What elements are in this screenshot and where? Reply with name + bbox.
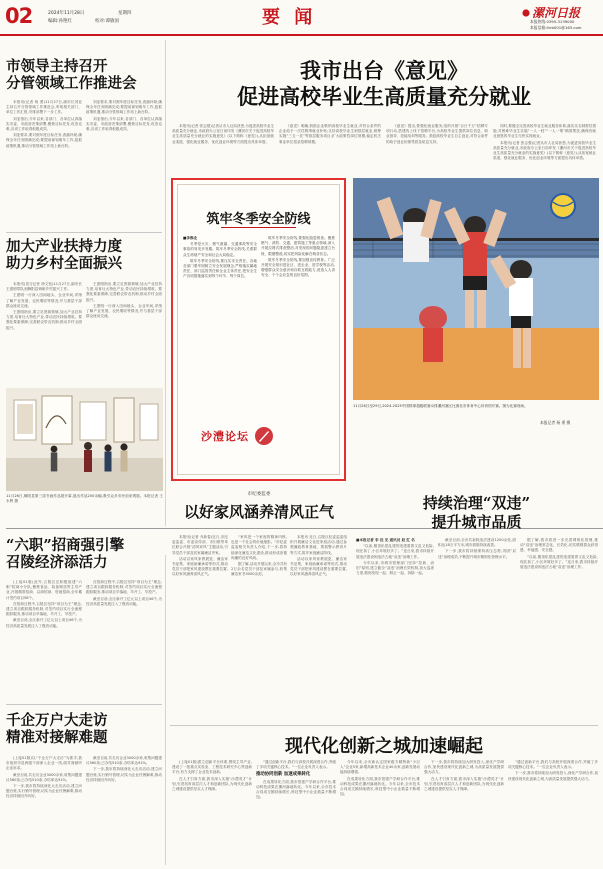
section-title: 要 闻 xyxy=(262,7,317,28)
article-title: 市领导主持召开 分管领域工作推进会 xyxy=(6,58,137,93)
article-body-col2: “通过创新平台,我们与高校开展深度合作,突破了多项关键核心技术。”一位企业负责人表示。 推动协同创新 加速成果转化 在成果转化方面,我市搭建产学研合作平台,推动科技成果在漯河落地转化。今年以来,全市技术合同成交额持续增长,科技型中小企业数量不断增加。 xyxy=(256,760,336,800)
column-rule xyxy=(165,555,166,865)
article-body-col5: “通过创新平台,我们与高校开展深度合作,突破了多项关键核心技术。”一位企业负责人表示。 下一步,我市将持续加大研发投入,深化产学研合作,加快建设现代化创新之城,为高质量发展提供强大动力。 xyxy=(508,760,598,781)
commentary-body-col1: ■李淮北 冬季是火灾、燃气泄漏、交通事故等安全事故的易发多发期。筑牢冬季安全防线,关系群众生命财产安全和社会大局稳定。 筑牢冬季安全防线,要压实安全责任。各地各部门要牢固树立安全发展理念,严格落实属地责任、部门监管责任和企业主体责任,把安全生产各项措施落实到每个环节、每个岗位。 xyxy=(183,236,257,279)
photo-caption: 11月26日至29日,2024-2025中国排球超级联赛女排漯河赛区比赛在市体育中心体育馆开赛。图为比赛现场。 xyxy=(353,404,528,408)
commentary-box xyxy=(171,178,346,481)
issue-date: 2024年11月28日 xyxy=(48,11,85,16)
article-body-col3: 今年以来,全市新认定国家级专精特新“小巨人”企业5家,新增高新技术企业40余家,创新发展动能持续增强。 在成果转化方面,我市搭建产学研合作平台,推动科技成果在漯河落地转化。今年以来,全市技术合同成交额持续增长,科技型中小企业数量不断增加。 xyxy=(340,760,420,797)
article-body-col2: “家风是一个家庭的精神内核,也是一个社会的价值缩影。”市纪委监委相关负责人介绍,下一步,将持续深化廉洁文化建设,推动形成崇德尚廉的良好风尚。 据了解,活动开展以来,全市共有2万余名党员干部及家属参与,收集廉洁家书3000余封。 xyxy=(231,535,287,577)
commentary-author: ■李淮北 xyxy=(183,236,198,240)
exhibition-photo xyxy=(6,388,163,491)
lead-body-col3: 《意见》提出,要强化就业服务,组织开展“百日千万”招聘专项行动,搭建线上线下招聘平台,为高校毕业生提供岗位信息、职业指导、技能培训等服务。鼓励高校毕业生自主创业,对符合条件的给予创业担保贷款及贴息支持。 xyxy=(386,124,488,144)
kicker: 市纪委监委 xyxy=(247,492,271,497)
article-byline: ■本报记者 李 佳 见 通讯员 赵 红 名 xyxy=(356,538,415,542)
divider xyxy=(6,704,162,705)
masthead xyxy=(0,0,603,34)
lead-body-col4: 同时,要健全完善高校毕业生就业服务体系,落实实名制帮扶措施,对困难毕业生实施“一人一档”“一人一策”精准帮扶,确保有就业意愿的毕业生尽快实现就业。 本报讯(记者 张志强)记者从市人社局获悉,为促进高校毕业生高质量充分就业,市政府办公室日前印发《漯河市关于促进高校毕业生高质量充分就业的实施意见》(以下简称《意见》),从拓宽就业渠道、强化就业服务、优化创业环境等方面提出具体举措。 xyxy=(493,124,596,161)
email: 本报信箱:lhrb001@163.com xyxy=(530,25,582,30)
article-body-col4: 下一步,我市将持续加大研发投入,深化产学研合作,加快建设现代化创新之城,为高质量发展提供强大动力。 在人才引育方面,我市深入实施“沙澧英才”计划,引进培育高层次人才和创新团队,为现代化创新之城建设提供坚实人才保障。 xyxy=(424,760,504,792)
commentary-rule xyxy=(221,227,296,228)
lead-body-col2: 《意见》明确,鼓励企业吸纳高校毕业生就业,对符合条件的企业给予一次性吸纳就业补贴;支持高校毕业生到基层就业,统筹实施“三支一扶”等基层服务项目;扩大政策性岗位规模,稳定机关事业单位招录招聘规模。 xyxy=(279,124,381,144)
article-body-cont: 刘亚要求,要对照年度目标任务,查漏补缺,确保全年任务圆满完成;要提前谋划明年工作,抢抓政策机遇,推动分管领域工作再上新台阶。 刘亚指出,今年以来,各部门、各单位认真落实市委、市政府决策部署,聚焦目标任务,攻坚克难,各项工作取得积极成效。 xyxy=(86,100,162,132)
article-body-col1: (上接01版)建立创新平台体系,围绕主导产业,建设了一批重点实验室、工程技术研究中心等创新平台,有力支撑了企业技术创新。 在人才引育方面,我市深入实施“沙澧英才”计划,引进培育高层次人才和创新团队,为现代化创新之城建设提供坚实人才保障。 xyxy=(172,760,252,792)
article-body: 本报讯(见习记者 徐文钰)11月27日,副市长王建明带队到舞阳县调研乡村振兴工作。 王建明一行深入田间地头、企业车间,详细了解产业发展、农民增收等情况,并与基层干部群众座谈交流。 王建明指出,要立足资源禀赋,加大产业扶持力度,培育壮大特色产业,带动农民持续增收。要强化要素保障,完善联农带农机制,推动乡村全面振兴。 xyxy=(6,282,82,330)
article-subhead: 推动协同创新 加速成果转化 xyxy=(256,772,311,778)
article-body-col2: 截至目前,全市共拆除违法建设1200余处,面积达18万平方米,城市面貌持续改善。 下一步,我市将持续保持高压态势,巩固“双违”治理成效,不断提升城市精细化管理水平。 xyxy=(438,538,516,559)
photo-caption: 11月26日,舞阳县第三届书画作品展开幕,展出作品200余幅,吸引众多市民前来观展。本报记者 王永利 摄 xyxy=(6,494,163,504)
article-body-col1: 本报讯(记者 乔新春)近日,市纪委监委、市委宣传部、市妇联等单位联合开展“清风家风”主题活动,引导党员干部及其家属廉洁齐家。 活动以家风家教展览、廉洁家书征集、家庭助廉承诺等形式,推动党员干部把家风建设摆在重要位置,以好家风涵养清风正气。 xyxy=(172,535,228,577)
article-body: (上接01版)以“千企万户大走访”为抓手,我市组织市县两级干部深入企业一线,面对面倾听企业诉求。 截至目前,共走访企业3000余家,收集问题建议560条,已办结510条,办结率达91%。 下一步,我市将持续深化大走访活动,建立问题台账,实行销号管理,切实为企业纾困解难,推动经济持续回升向好。 xyxy=(6,756,82,799)
commentary-brand xyxy=(201,425,275,447)
article-body-cont: 王建明指出,要立足资源禀赋,加大产业扶持力度,培育壮大特色产业,带动农民持续增收。要强化要素保障,完善联农带农机制,推动乡村全面振兴。 王建明一行深入田间地头、企业车间,详细了解产业发展、农民增收等情况,并与基层干部群众座谈交流。 xyxy=(86,282,162,319)
photo-credit: 本报记者 杨 勇 摄 xyxy=(540,420,571,425)
article-body-cont: 在招商过程中,召陵区坚持“项目为王”理念,建立项目跟踪服务机制,对签约项目实行全流程跟踪服务,推动项目早落地、早开工、早投产。 截至目前,全区新开工亿元以上项目46个,为经济高质量发展注入了强劲动能。 xyxy=(86,580,162,606)
article-title: “六职”招商强引擎 召陵经济添活力 xyxy=(6,537,125,572)
page-number: 02 xyxy=(5,4,33,28)
article-body: 本报讯(记者 杨 勇)11月27日,副市长刘亚主持召开分管领域工作推进会,听取相关部门、单位工作汇报,安排部署下一步工作。 刘亚指出,今年以来,各部门、各单位认真落实市委、市政府决策部署,聚焦目标任务,攻坚克难,各项工作取得积极成效。 刘亚要求,要对照年度目标任务,查漏补缺,确保全年任务圆满完成;要提前谋划明年工作,抢抓政策机遇,推动分管领域工作再上新台阶。 xyxy=(6,100,82,148)
article-body-col3: 本报讯 近日,召陵区纪委监委组织开展廉洁文化进家庭活动,通过参观廉政教育基地、观看警示教育片等方式,筑牢家庭廉洁防线。 活动以家风家教展览、廉洁家书征集、家庭助廉承诺等形式,推动党员干部把家风建设摆在重要位置,以好家风涵养清风正气。 xyxy=(290,535,347,577)
issue-weekday: 星期四 xyxy=(118,11,132,16)
article-title: 千企万户大走访 精准对接解难题 xyxy=(6,712,108,747)
article-body: (上接01版)此外,召陵区还积极组建“六职”招商小分队,聚焦食品、装备制造等主导产业,开展精准招商、以商招商、驻地招商,全年累计签约项目58个。 在招商过程中,召陵区坚持“项目为王”理念,建立项目跟踪服务机制,对签约项目实行全流程跟踪服务,推动项目早落地、早开工、早投产。 截至目前,全区新开工亿元以上项目46个,为经济高质量发展注入了强劲动能。 xyxy=(6,580,82,628)
brand-text: 沙澧论坛 xyxy=(201,430,249,443)
quill-pen-icon xyxy=(253,425,275,447)
volleyball-photo xyxy=(353,178,599,400)
article-headline: 持续治理“双违” 提升城市品质 xyxy=(422,494,531,531)
proof-credit: 校对:谭敏国 xyxy=(95,19,120,24)
article-title: 加大产业扶持力度 助力乡村全面振兴 xyxy=(6,238,122,273)
article-body-col3: 据了解,我市将进一步完善网格化管理,推动“双违”治理常态化、长效化,切实增强群众获得感、幸福感、安全感。 “以前,楼顶私搭乱建的违建看着又乱又危险,现在拆了,小区环境好多了。”连日来,我市持续开展违法建设和违法占地“双违”治理工作。 xyxy=(520,538,598,570)
article-headline: 现代化创新之城加速崛起 xyxy=(285,736,483,757)
header-rule xyxy=(0,34,603,36)
divider xyxy=(170,725,598,726)
commentary-title: 筑牢冬季安全防线 xyxy=(206,212,311,227)
article-body-cont: 截至目前,共走访企业3000余家,收集问题建议560条,已办结510条,办结率达91%。 下一步,我市将持续深化大走访活动,建立问题台账,实行销号管理,切实为企业纾困解难,推动经济持续回升向好。 xyxy=(86,756,162,782)
lead-body-col1: 本报讯(记者 张志强)记者从市人社局获悉,为促进高校毕业生高质量充分就业,市政府办公室日前印发《漯河市关于促进高校毕业生高质量充分就业的实施意见》(以下简称《意见》),从拓宽就业渠道、强化就业服务、优化创业环境等方面提出具体举措。 xyxy=(172,124,274,144)
logo-text: 漯河日报 xyxy=(532,6,581,20)
hotline: 本报热线:0395-3139000 xyxy=(530,19,575,24)
commentary-body-col2: 筑牢冬季安全防线,要强化隐患排查。聚焦燃气、消防、交通、建筑施工等重点领域,深入开展拉网式排查整治,对发现的问题隐患建立台账、限期整改,切实把风险化解在萌芽状态。 筑牢冬季安全防线,要加强宣传教育。广泛开展安全知识进社区、进企业、进学校等活动,增强群众安全意识和自救互救能力,营造人人讲安全、个个会应急的良好氛围。 xyxy=(261,236,335,278)
article-headline: 以好家风涵养清风正气 xyxy=(183,503,334,521)
divider xyxy=(6,232,162,233)
logo-mark-icon xyxy=(522,9,530,17)
column-rule xyxy=(165,40,166,526)
lead-headline: 我市出台《意见》 促进高校毕业生高质量充分就业 xyxy=(237,58,531,109)
editor-credit: 编辑:孙艳红 xyxy=(48,19,73,24)
article-body-col1: ■本报记者 李 佳 见 通讯员 赵 红 名 “以前,楼顶私搭乱建的违建看着又乱又危险,现在拆了,小区环境好多了。”连日来,我市持续开展违法建设和违法占地“双违”治理工作。 今年以来,市城市管理部门坚持“控新、治旧”原则,建立健全“双违”治理长效机制,加大巡查力度,做到发现一起、制止一起、拆除一起。 xyxy=(356,538,434,576)
